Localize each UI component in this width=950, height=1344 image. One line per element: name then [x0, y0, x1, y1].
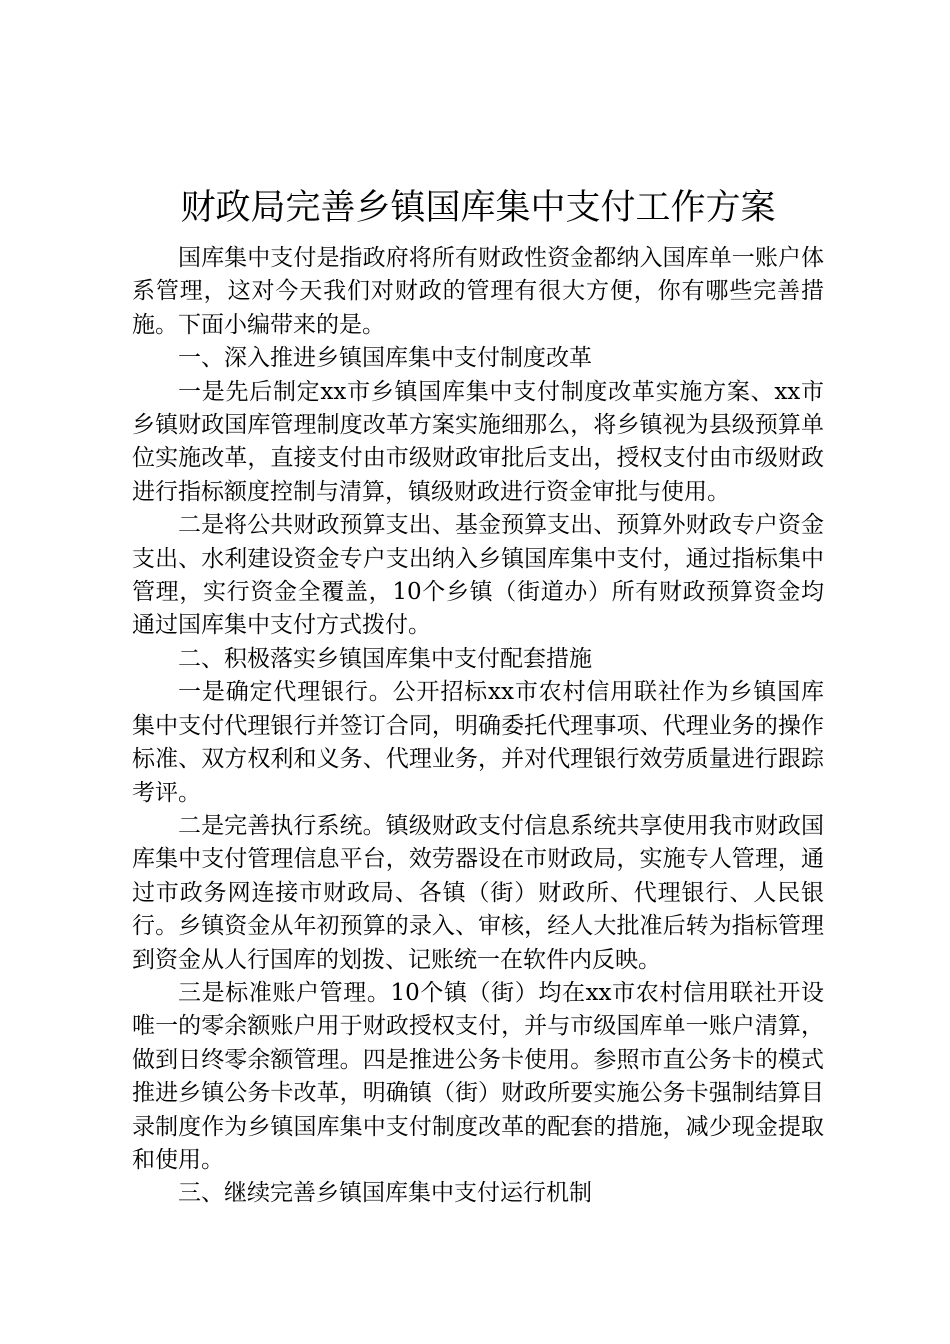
section-1-heading: 一、深入推进乡镇国库集中支付制度改革 [178, 345, 592, 372]
section-2-paragraph-1: 一是确定代理银行。公开招标xx市农村信用联社作为乡镇国库集中支付代理银行并签订合同，明确委托代理事项、代理业务的操作标准、双方权利和义务、代理业务，并对代理银行效劳质量进行跟踪考评。 [132, 679, 824, 806]
section-2-paragraph-2: 二是完善执行系统。镇级财政支付信息系统共享使用我市财政国库集中支付管理信息平台，效劳器设在市财政局，实施专人管理，通过市政务网连接市财政局、各镇（街）财政所、代理银行、人民银行。乡镇资金从年初预算的录入、审核，经人大批准后转为指标管理到资金从人行国库的划拨、记账统一在软件内反映。 [132, 812, 824, 973]
document-page [132, 182, 824, 1211]
section-1-paragraph-1: 一是先后制定xx市乡镇国库集中支付制度改革实施方案、xx市乡镇财政国库管理制度改革方案实施细那么，将乡镇视为县级预算单位实施改革，直接支付由市级财政审批后支出，授权支付由市级财政进行指标额度控制与清算，镇级财政进行资金审批与使用。 [132, 378, 824, 505]
section-2-paragraph-3: 三是标准账户管理。10个镇（街）均在xx市农村信用联社开设唯一的零余额账户用于财政授权支付，并与市级国库单一账户清算，做到日终零余额管理。四是推进公务卡使用。参照市直公务卡的模式推进乡镇公务卡改革，明确镇（街）财政所要实施公务卡强制结算目录制度作为乡镇国库集中支付制度改革的配套的措施，减少现金提取和使用。 [132, 979, 824, 1173]
intro-paragraph: 国库集中支付是指政府将所有财政性资金都纳入国库单一账户体系管理，这对今天我们对财政的管理有很大方便，你有哪些完善措施。下面小编带来的是。 [132, 245, 824, 338]
section-3-heading: 三、继续完善乡镇国库集中支付运行机制 [178, 1180, 592, 1207]
document-title: 财政局完善乡镇国库集中支付工作方案 [180, 188, 776, 228]
section-2-heading: 二、积极落实乡镇国库集中支付配套措施 [178, 645, 592, 672]
section-1-paragraph-2: 二是将公共财政预算支出、基金预算支出、预算外财政专户资金支出、水利建设资金专户支出纳入乡镇国库集中支付，通过指标集中管理，实行资金全覆盖，10个乡镇（街道办）所有财政预算资金均通过国库集中支付方式拨付。 [132, 512, 824, 639]
